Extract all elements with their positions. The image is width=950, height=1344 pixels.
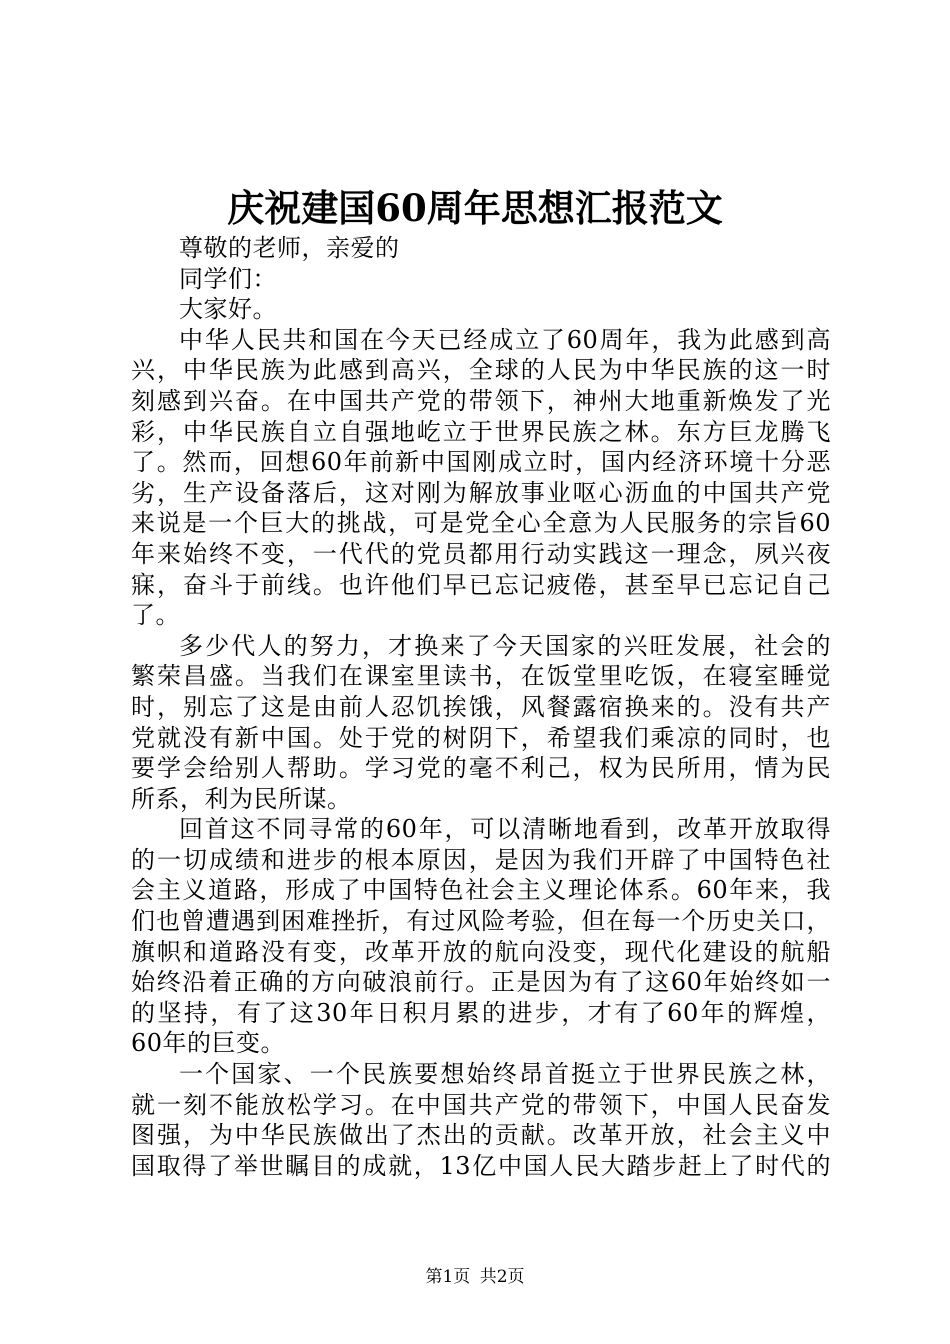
text-line: 回首这不同寻常的60年，可以清晰地看到，改革开放取得 [179, 815, 831, 844]
text-line: 彩，中华民族自立自强地屹立于世界民族之林。东方巨龙腾飞 [131, 417, 831, 446]
text-line: 的一切成绩和进步的根本原因，是因为我们开辟了中国特色社 [131, 845, 831, 874]
document-body [131, 233, 831, 1181]
text-line: 们也曾遭遇到困难挫折，有过风险考验，但在每一个历史关口， [131, 907, 831, 936]
text-line: 多少代人的努力，才换来了今天国家的兴旺发展，社会的 [179, 631, 831, 660]
text-line: 要学会给别人帮助。学习党的毫不利己，权为民所用，情为民 [131, 754, 831, 783]
text-line: 寐，奋斗于前线。也许他们早已忘记疲倦，甚至早已忘记自己 [131, 570, 831, 599]
text-line: 刻感到兴奋。在中国共产党的带领下，神州大地重新焕发了光 [131, 386, 831, 415]
text-line: 就一刻不能放松学习。在中国共产党的带领下，中国人民奋发 [131, 1090, 831, 1119]
text-line: 来说是一个巨大的挑战，可是党全心全意为人民服务的宗旨60 [131, 509, 831, 538]
text-line: 时，别忘了这是由前人忍饥挨饿，风餐露宿换来的。没有共产 [131, 692, 831, 721]
text-line: 劣，生产设备落后，这对刚为解放事业呕心沥血的中国共产党 [131, 478, 831, 507]
text-line: 图强，为中华民族做出了杰出的贡献。改革开放，社会主义中 [131, 1121, 831, 1150]
text-line: 年来始终不变，一代代的党员都用行动实践这一理念，夙兴夜 [131, 539, 831, 568]
text-line: 了。然而，回想60年前新中国刚成立时，国内经济环境十分恶 [131, 448, 831, 477]
text-line: 旗帜和道路没有变，改革开放的航向没变，现代化建设的航船 [131, 937, 831, 966]
text-line: 60年的巨变。 [131, 1029, 286, 1058]
text-line: 兴，中华民族为此感到高兴，全球的人民为中华民族的这一时 [131, 356, 831, 385]
text-line: 会主义道路，形成了中国特色社会主义理论体系。60年来，我 [131, 876, 831, 905]
text-line: 一个国家、一个民族要想始终昂首挺立于世界民族之林， [179, 1060, 831, 1089]
text-line: 的坚持，有了这30年日积月累的进步，才有了60年的辉煌， [131, 998, 831, 1027]
text-line: 所系，利为民所谋。 [131, 784, 352, 813]
page-total: 共2页 [479, 1267, 525, 1287]
text-line: 大家好。 [179, 295, 277, 324]
text-line: 始终沿着正确的方向破浪前行。正是因为有了这60年始终如一 [131, 968, 831, 997]
text-line: 党就没有新中国。处于党的树阴下，希望我们乘凉的同时，也 [131, 723, 831, 752]
page-footer [0, 1266, 950, 1288]
text-line: 繁荣昌盛。当我们在课室里读书，在饭堂里吃饭，在寝室睡觉 [131, 662, 831, 691]
page-title: 庆祝建国60周年思想汇报范文 [227, 186, 723, 230]
text-line: 国取得了举世瞩目的成就，13亿中国人民大踏步赶上了时代的 [131, 1151, 831, 1180]
page-number: 第1页 [425, 1267, 471, 1287]
text-line: 尊敬的老师，亲爱的 [179, 234, 400, 262]
text-line: 了。 [131, 601, 180, 630]
text-line: 中华人民共和国在今天已经成立了60周年，我为此感到高 [179, 325, 831, 354]
text-line: 同学们： [179, 264, 277, 293]
